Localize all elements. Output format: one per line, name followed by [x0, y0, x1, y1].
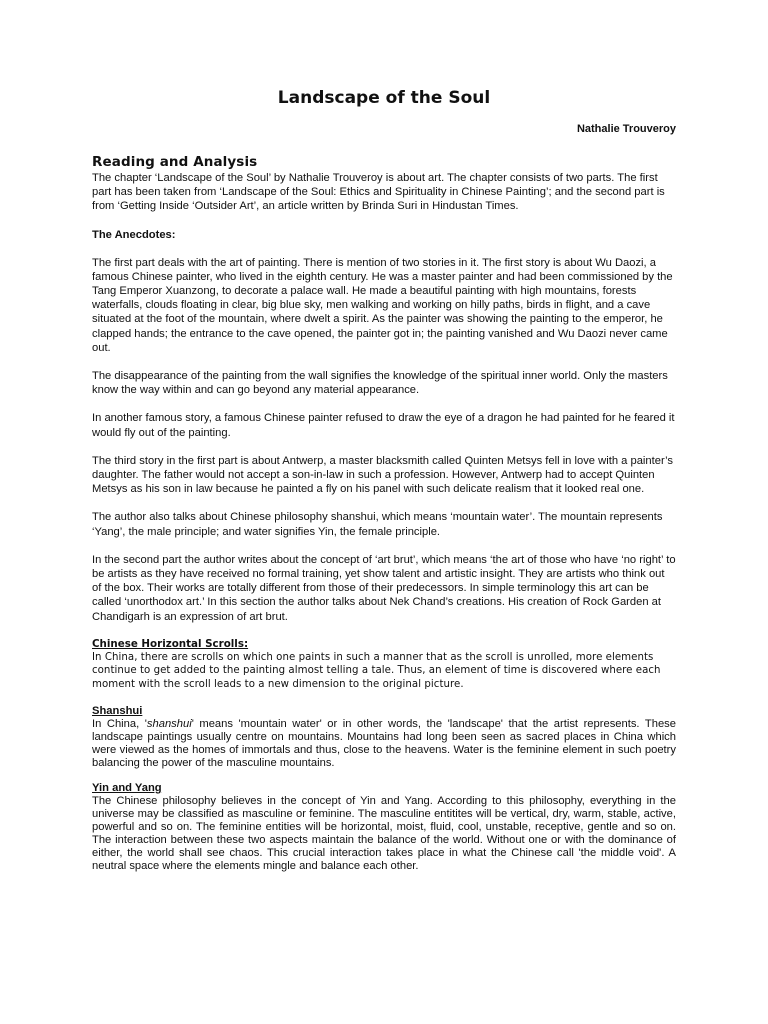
anecdotes-heading: The Anecdotes: — [92, 228, 176, 241]
scrolls-heading: Chinese Horizontal Scrolls: — [92, 637, 249, 650]
paragraph-disappearance: The disappearance of the painting from the wall signifies the knowledge of the spiritual inner world. Only the masters know the way within and can go beyond any material appearance. — [92, 370, 668, 397]
page-title: Landscape of the Soul — [277, 88, 491, 108]
paragraph-antwerp: The third story in the first part is about Antwerp, a master blacksmith called Quinten Metsys fell in love with a painter’s daughter. The father would not accept a son-in-law in such a profession. However, Antwerp had to accept Quinten Metsys as his son in law because he painted a fly on his panel with such delicate realism that it looked real one. — [92, 454, 673, 496]
shanshui-text — [92, 718, 676, 770]
intro-paragraph: The chapter ‘Landscape of the Soul’ by Nathalie Trouveroy is about art. The chapter consists of two parts. The first part has been taken from ‘Landscape of the Soul: Ethics and Spirituality in Chinese Painting’; and the second part is from ‘Getting Inside ‘Outsider Art’, an article written by Brinda Suri in Hindustan Times. — [92, 172, 665, 213]
section-heading: Reading and Analysis — [92, 154, 258, 170]
document-body — [92, 154, 676, 873]
shanshui-term: shanshui — [146, 717, 192, 730]
shanshui-text-after: ' means 'mountain water' or in other words, the 'landscape' that the artist represents. These landscape paintings usually centre on mountains. Mountains had long been seen as sacred places in China which were viewed as the homes of immortals and thus, close to the heavens. Water is the feminine element in such poetry balancing the power of the masculine mountains. — [92, 717, 676, 769]
paragraph-art-brut: In the second part the author writes about the concept of ‘art brut’, which means ‘the art of those who have ‘no right’ to be artists as they have received no formal training, yet show talent and artistic insight. They are artists who think out of the box. Their works are totally different from those of their predecessors. In simple terminology this art can be called ‘unorthodox art.’ In this section the author talks about Nek Chand’s creations. His creation of Rock Garden at Chandigarh is an expression of art brut. — [92, 553, 676, 623]
shanshui-heading: Shanshui — [92, 704, 143, 717]
paragraph-dragon: In another famous story, a famous Chinese painter refused to draw the eye of a dragon he had painted for he feared it would fly out of the painting. — [92, 412, 675, 439]
paragraph-wu-daozi: The first part deals with the art of painting. There is mention of two stories in it. The first story is about Wu Daozi, a famous Chinese painter, who lived in the eighth century. He was a master painter and had been commissioned by the Tang Emperor Xuanzong, to decorate a palace wall. He made a beautiful painting with high mountains, forests waterfalls, clouds floating in clear, big blue sky, men walking and working on hilly paths, birds in flight, and a cave situated at the foot of the mountain, where dwelt a spirit. As the painter was showing the painting to the emperor, he clapped hands; the entrance to the cave opened, the painter got in; the painting vanished and Wu Daozi never came out. — [92, 256, 673, 354]
yinyang-text: The Chinese philosophy believes in the concept of Yin and Yang. According to this philosophy, everything in the universe may be classified as masculine or feminine. The masculine entitites will be vertical, dry, warm, stable, active, powerful and so on. The feminine entities will be horizontal, moist, fluid, cool, unstable, receptive, gentle and so on. The interaction between these two aspects maintain the balance of the world. Without one or with the dominance of either, the world shall see chaos. This crucial interaction takes place in what the Chinese call 'the middle void'. A neutral space where the elements mingle and balance each other. — [92, 794, 676, 872]
shanshui-text-before: In China, ' — [92, 717, 147, 730]
scrolls-text: In China, there are scrolls on which one paints in such a manner that as the scroll is unrolled, more elements continue to get added to the painting almost telling a tale. Thus, an element of time is discovered where each moment with the scroll leads to a new dimension to the original picture. — [92, 651, 661, 691]
yinyang-heading: Yin and Yang — [92, 781, 162, 794]
paragraph-shanshui-intro: The author also talks about Chinese philosophy shanshui, which means ‘mountain water’. The mountain represents ‘Yang’, the male principle; and water signifies Yin, the female principle. — [92, 511, 663, 538]
author-name: Nathalie Trouveroy — [576, 123, 676, 135]
